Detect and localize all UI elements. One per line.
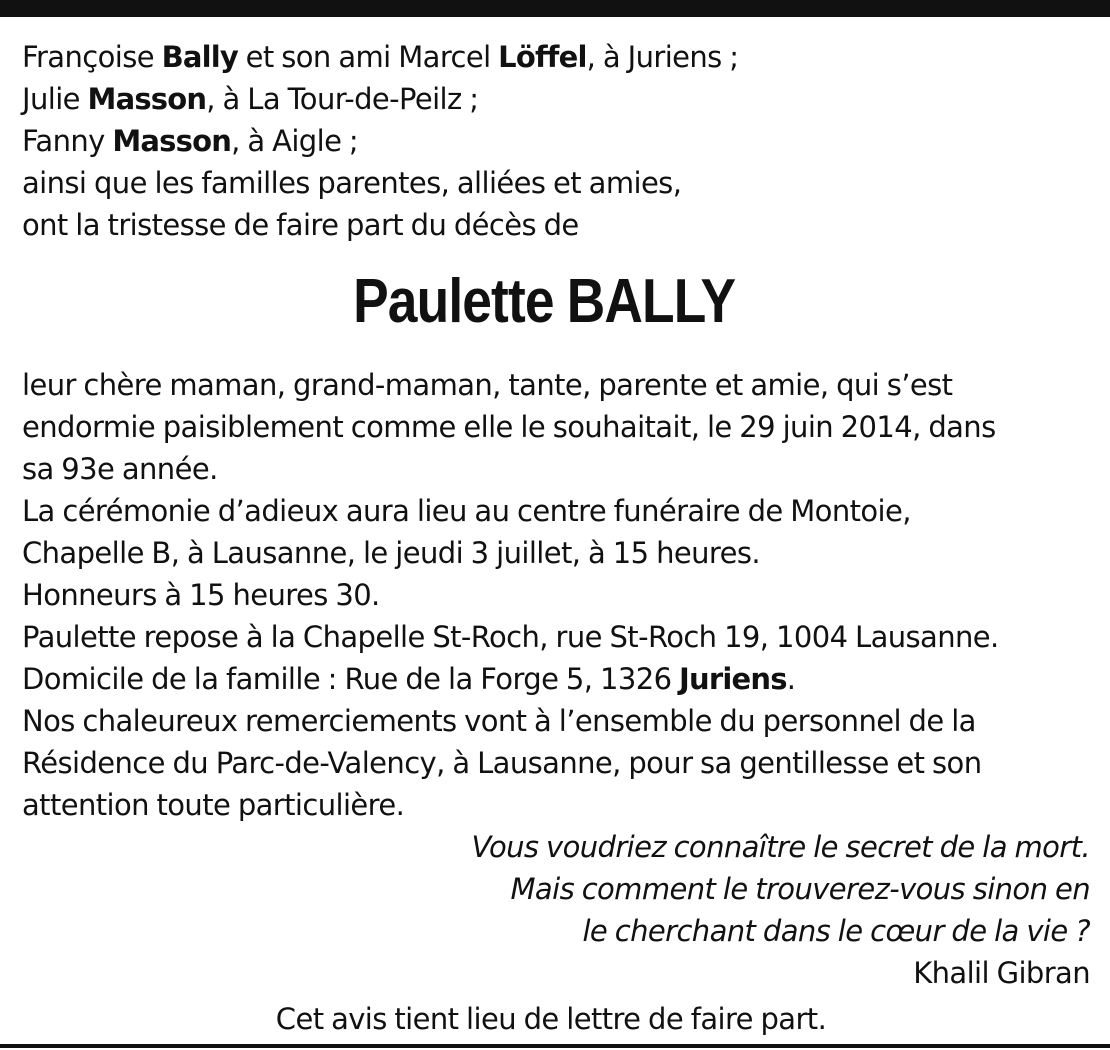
rest-place-line: Paulette repose à la Chapelle St-Roch, rue St-Roch 19, 1004 Lausanne. — [22, 620, 999, 654]
announcement-line: ont la tristesse de faire part du décès de — [22, 208, 579, 242]
deceased-name: Paulette BALLY — [352, 267, 736, 336]
family-text: , à Juriens ; — [586, 40, 739, 74]
body-line: leur chère maman, grand-maman, tante, parente et amie, qui s’est — [22, 368, 953, 402]
address-text: . — [786, 662, 796, 696]
deceased-name-block — [22, 246, 1090, 364]
family-line-francoise — [22, 36, 1090, 78]
address-town: Juriens — [679, 662, 787, 696]
family-surname-bally: Bally — [161, 40, 239, 74]
quote-line: le cherchant dans le cœur de la vie ? — [582, 914, 1090, 948]
thanks-line: attention toute particulière. — [22, 788, 405, 822]
thanks-line: Nos chaleureux remerciements vont à l’ensemble du personnel de la — [22, 704, 976, 738]
quote-line: Vous voudriez connaître le secret de la mort. — [471, 830, 1090, 864]
body-line: endormie paisiblement comme elle le souhaitait, le 29 juin 2014, dans — [22, 410, 996, 444]
family-text: Françoise — [22, 40, 162, 74]
ceremony-line: Chapelle B, à Lausanne, le jeudi 3 juillet, à 15 heures. — [22, 536, 760, 570]
honours-line: Honneurs à 15 heures 30. — [22, 578, 380, 612]
family-text: Julie — [22, 82, 88, 116]
family-surname-masson: Masson — [112, 124, 232, 158]
family-text: et son ami Marcel — [238, 40, 499, 74]
family-address-line — [22, 658, 1090, 700]
family-surname-loffel: Löffel — [498, 40, 587, 74]
family-line-relatives: ainsi que les familles parentes, alliées et amies, — [22, 166, 682, 200]
bottom-border-rule — [0, 1044, 1110, 1048]
footer-note: Cet avis tient lieu de lettre de faire part. — [275, 1002, 827, 1036]
ceremony-line: La cérémonie d’adieux aura lieu au centre funéraire de Montoie, — [22, 494, 911, 528]
family-text: , à Aigle ; — [231, 124, 359, 158]
address-text: Domicile de la famille : Rue de la Forge 5, 1326 — [22, 662, 680, 696]
quote-line: Mais comment le trouverez-vous sinon en — [510, 872, 1090, 906]
family-line-fanny — [22, 120, 1090, 162]
top-border-rule — [0, 0, 1110, 17]
family-line-julie — [22, 78, 1090, 120]
family-text: , à La Tour-de-Peilz ; — [206, 82, 479, 116]
family-text: Fanny — [22, 124, 113, 158]
thanks-line: Résidence du Parc-de-Valency, à Lausanne, pour sa gentillesse et son — [22, 746, 982, 780]
quote-author: Khalil Gibran — [913, 956, 1090, 990]
body-line: sa 93e année. — [22, 452, 218, 486]
family-surname-masson: Masson — [87, 82, 207, 116]
obituary-notice — [22, 36, 1090, 1040]
